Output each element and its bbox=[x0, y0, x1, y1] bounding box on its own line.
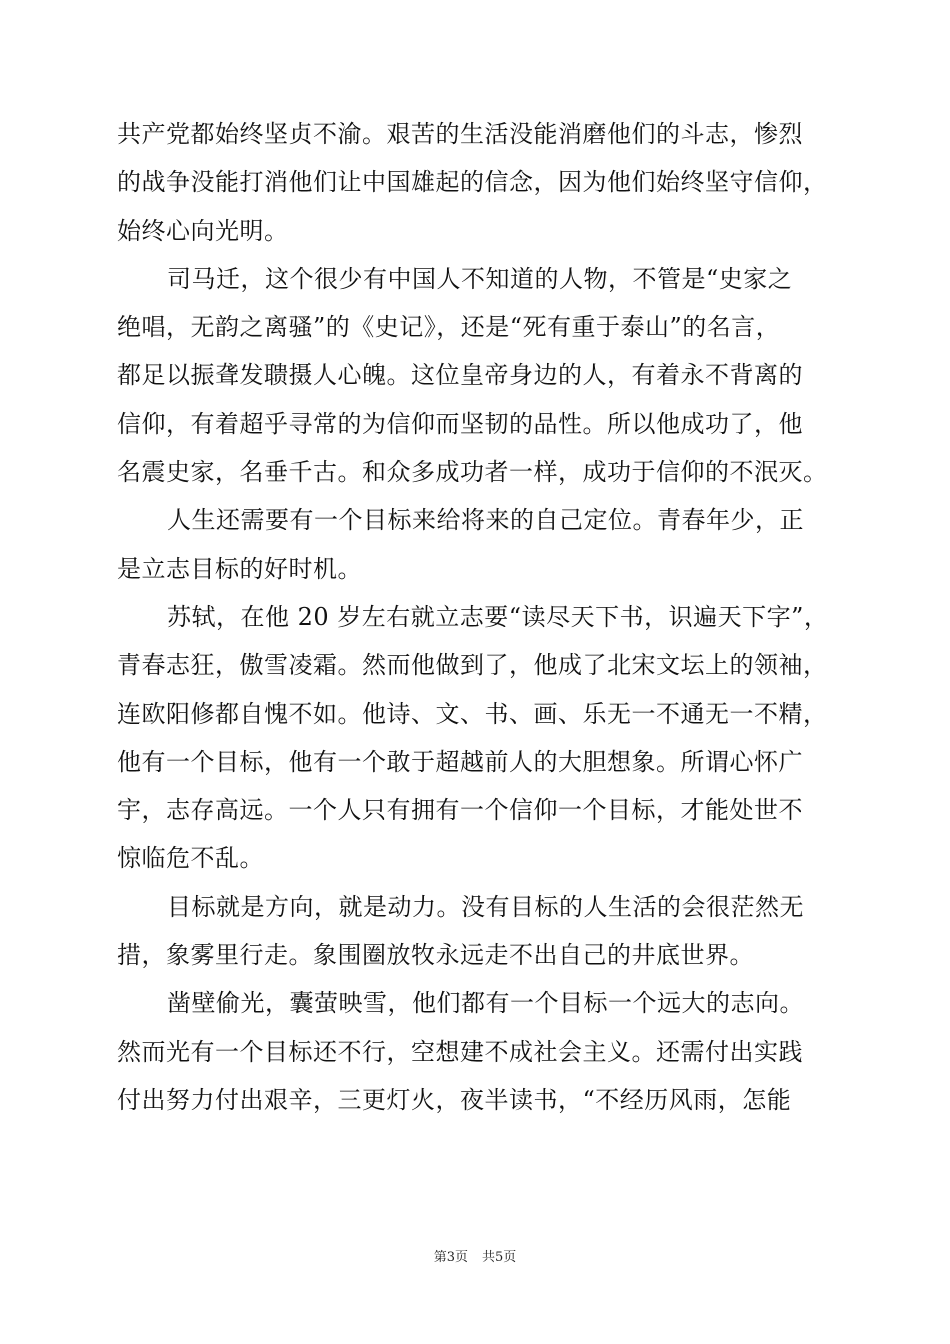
text-line: 的战争没能打消他们让中国雄起的信念，因为他们始终坚守信仰， bbox=[117, 168, 828, 197]
text-line: 共产党都始终坚贞不渝。艰苦的生活没能消磨他们的斗志，惨烈 bbox=[117, 120, 803, 148]
text-line: 名震史家，名垂千古。和众多成功者一样，成功于信仰的不泯灭。 bbox=[117, 458, 828, 487]
text-line: 人生还需要有一个目标来给将来的自己定位。青春年少，正 bbox=[167, 506, 804, 535]
text-line: 宇，志存高远。一个人只有拥有一个信仰一个目标，才能处世不 bbox=[117, 796, 803, 825]
text-line: 都足以振聋发聩摄人心魄。这位皇帝身边的人，有着永不背离的 bbox=[117, 361, 803, 390]
text-line: 是立志目标的好时机。 bbox=[117, 554, 362, 583]
text-line: 司马迁，这个很少有中国人不知道的人物，不管是“史家之 bbox=[167, 264, 793, 293]
text-line: 信仰，有着超乎寻常的为信仰而坚韧的品性。所以他成功了，他 bbox=[117, 409, 803, 438]
text-line: 连欧阳修都自愧不如。他诗、文、书、画、乐无一不通无一不精， bbox=[117, 699, 828, 728]
text-line: 他有一个目标，他有一个敢于超越前人的大胆想象。所谓心怀广 bbox=[117, 747, 803, 776]
text-line: 付出努力付出艰辛，三更灯火，夜半读书，“不经历风雨，怎能 bbox=[117, 1085, 792, 1114]
text-line: 惊临危不乱。 bbox=[117, 844, 264, 873]
text-line: 措，象雾里行走。象围圈放牧永远走不出自己的井底世界。 bbox=[117, 941, 754, 970]
body-text bbox=[117, 110, 837, 1124]
text-line: 目标就是方向，就是动力。没有目标的人生活的会很茫然无 bbox=[167, 892, 804, 921]
page-number: 第3页 bbox=[433, 1250, 468, 1265]
text-line: 青春志狂，傲雪凌霜。然而他做到了，他成了北宋文坛上的领袖， bbox=[117, 651, 828, 680]
text-line: 苏轼，在他 20 岁左右就立志要“读尽天下书，识遍天下字”， bbox=[167, 602, 829, 631]
text-line: 然而光有一个目标还不行，空想建不成社会主义。还需付出实践 bbox=[117, 1037, 803, 1066]
text-line: 绝唱，无韵之离骚”的《史记》，还是“死有重于泰山”的名言， bbox=[117, 313, 781, 342]
page-total: 共5页 bbox=[482, 1250, 517, 1265]
text-line: 凿壁偷光，囊萤映雪，他们都有一个目标一个远大的志向。 bbox=[167, 989, 804, 1018]
text-line: 始终心向光明。 bbox=[117, 216, 289, 245]
page-footer bbox=[0, 1246, 950, 1265]
